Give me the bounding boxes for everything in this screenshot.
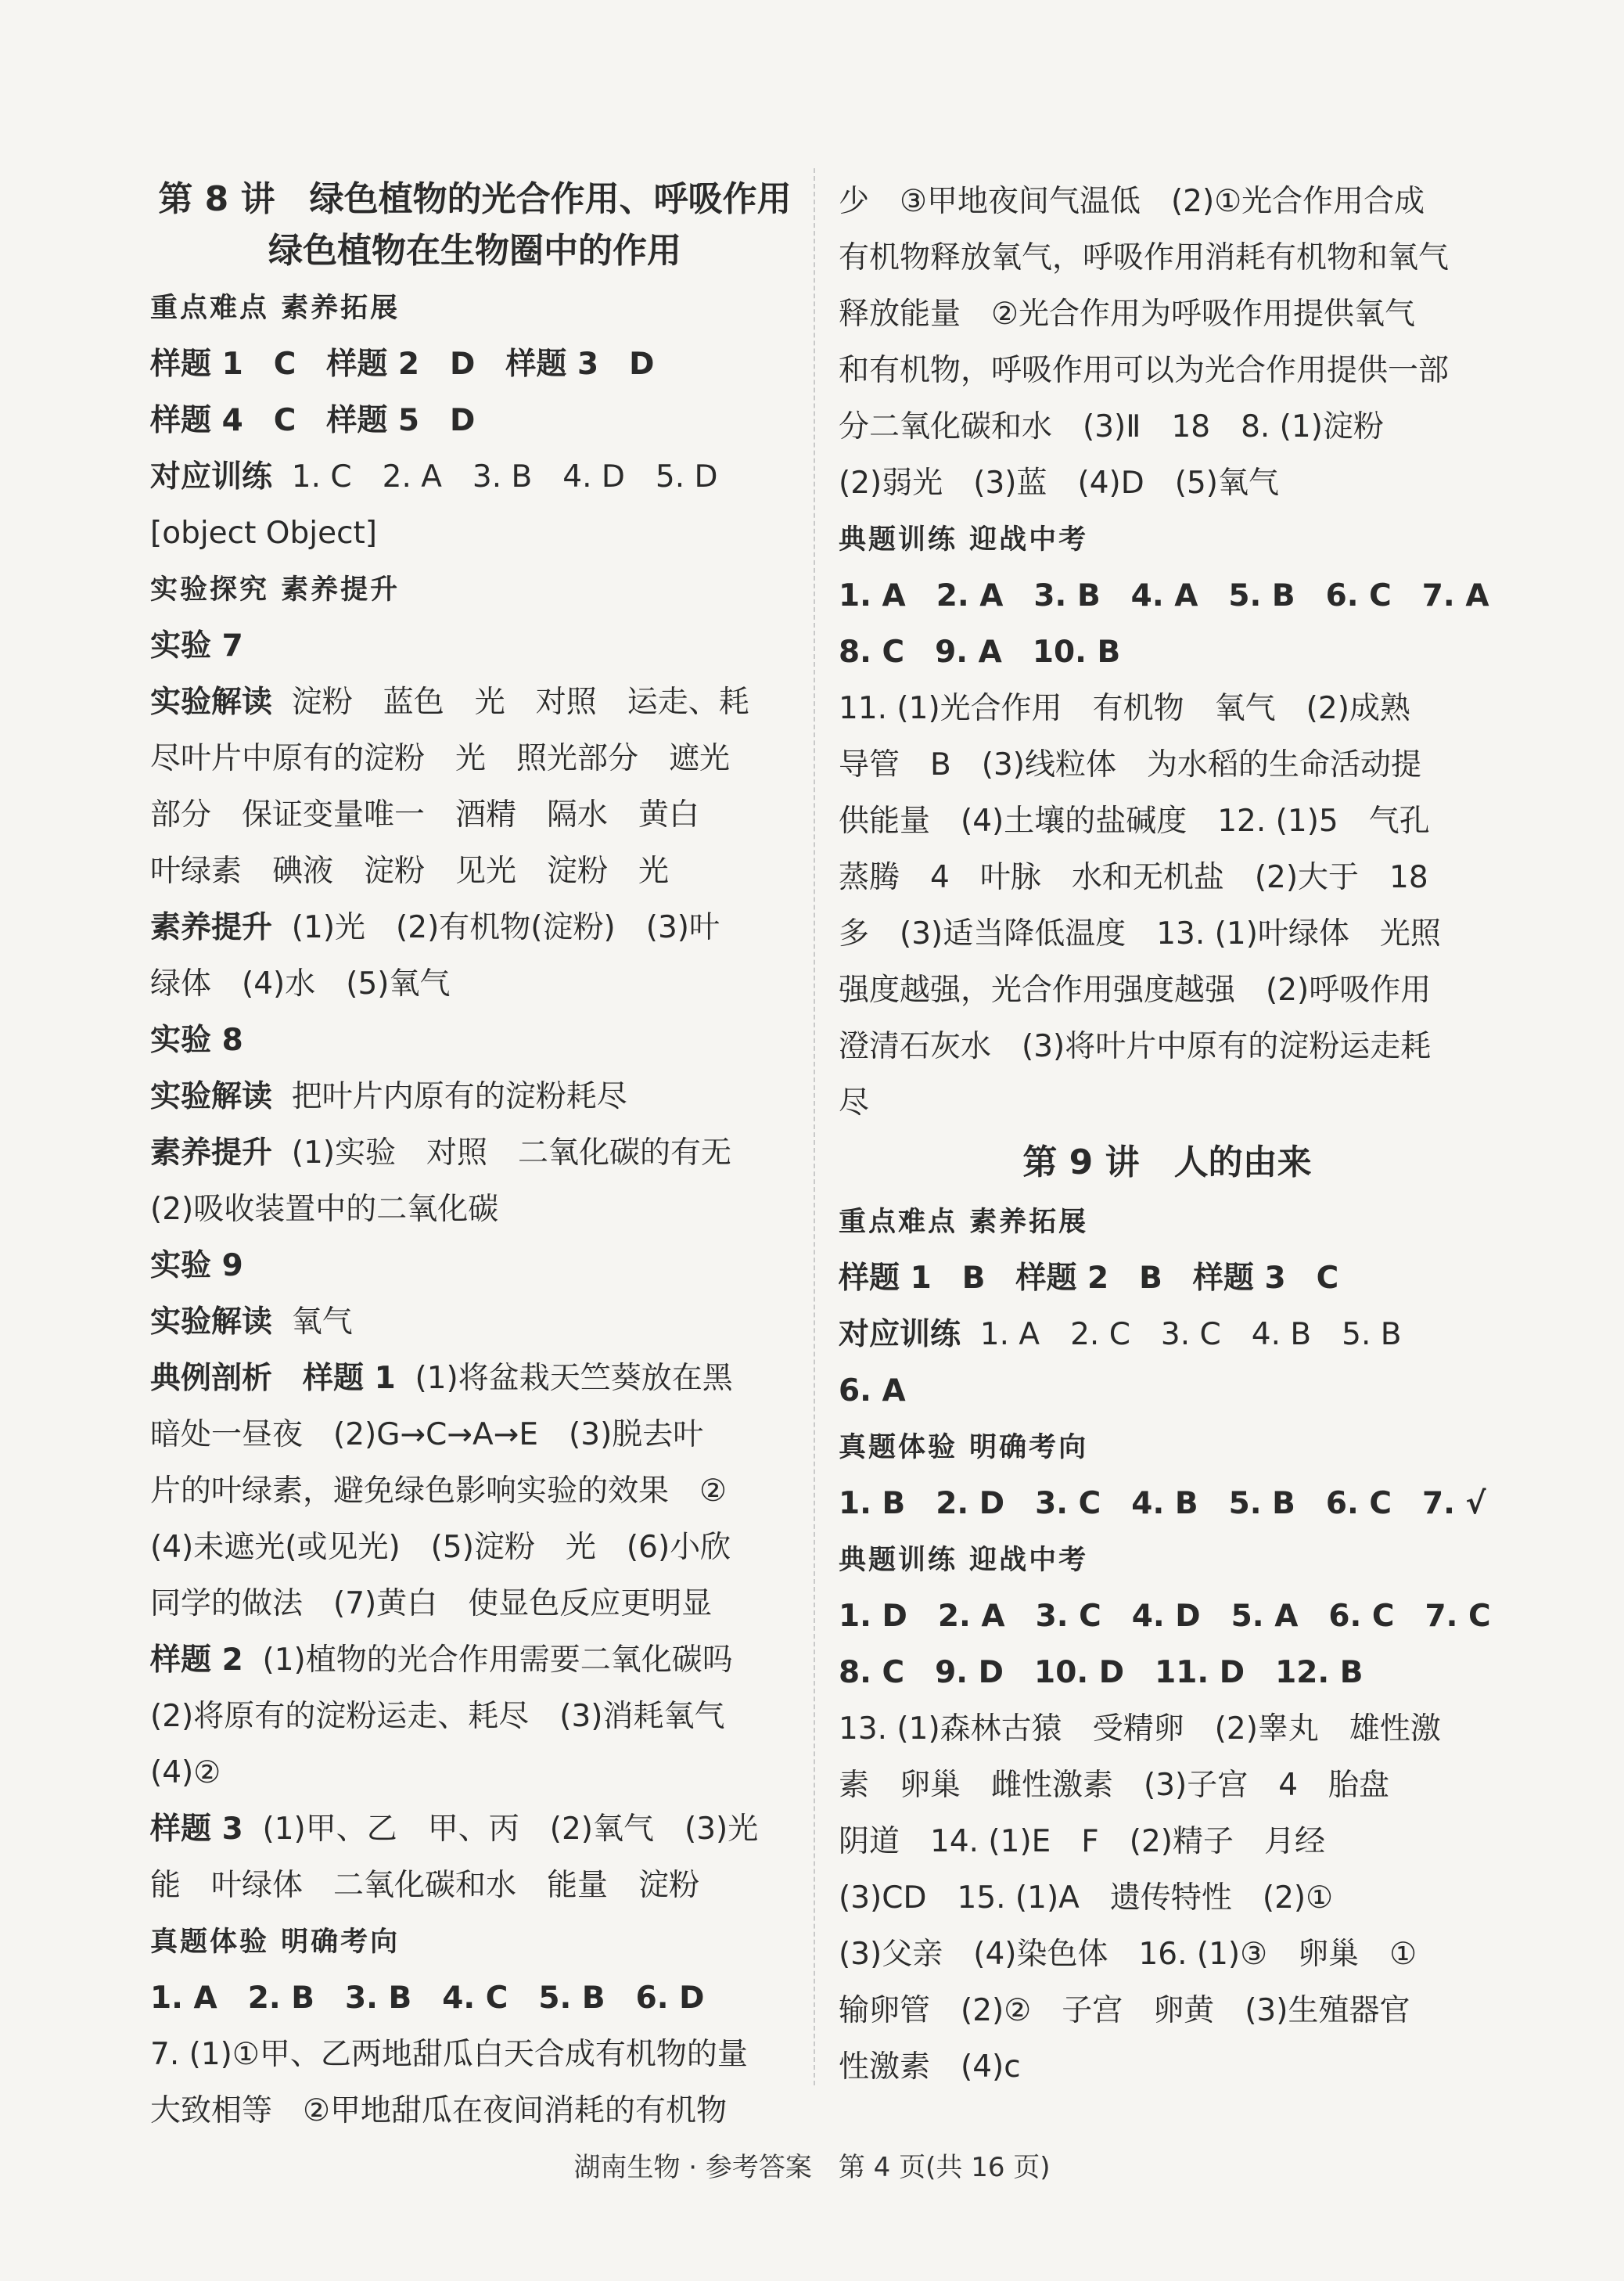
- answer-label: 样题 2: [150, 1642, 243, 1678]
- answer-label: 样题 3: [150, 1811, 243, 1847]
- page-footer: 湖南生物 · 参考答案 第 4 页(共 16 页): [573, 2152, 1051, 2183]
- answer-line: 蒸腾 4 叶脉 水和无机盐 (2)大于 18: [839, 860, 1428, 895]
- answer-line: [150, 1125, 799, 1182]
- answer-line: [150, 675, 799, 731]
- answer-line: (3)CD 15. (1)A 遗传特性 (2)①: [839, 1880, 1334, 1916]
- experiment-label: 实验 7: [150, 628, 243, 664]
- lecture-9-title: 第 9 讲 人的由来: [1022, 1142, 1312, 1182]
- answer-line: 素 卵巢 雌性激素 (3)子宫 4 胎盘: [839, 1768, 1390, 1803]
- answer-label: 素养提升: [150, 1135, 273, 1171]
- answer-line: 暗处一昼夜 (2)G→C→A→E (3)脱去叶: [150, 1417, 704, 1452]
- answer-line: 导管 B (3)线粒体 为水稻的生命活动提: [839, 747, 1421, 783]
- answer-line: 澄清石灰水 (3)将叶片中原有的淀粉运走耗: [839, 1029, 1432, 1064]
- answer-line: 输卵管 (2)② 子宫 卵黄 (3)生殖器官: [839, 1993, 1410, 2028]
- answer-text: (1)甲、乙 甲、丙 (2)氧气 (3)光: [243, 1811, 759, 1847]
- answer-line: 11. (1)光合作用 有机物 氧气 (2)成熟: [839, 691, 1410, 726]
- answer-text: (1)将盆栽天竺葵放在黑: [395, 1361, 733, 1396]
- answer-line: 多 (3)适当降低温度 13. (1)叶绿体 光照: [839, 916, 1441, 952]
- answer-label: 实验解读: [150, 1304, 273, 1340]
- answer-text: (1)光 (2)有机物(淀粉) (3)叶: [272, 910, 720, 945]
- section-heading: 真题体验 明确考向: [839, 1432, 1089, 1463]
- answer-line: 大致相等 ②甲地甜瓜在夜间消耗的有机物: [150, 2093, 727, 2128]
- answer-line: 1. A 2. A 3. B 4. A 5. B 6. C 7. A: [839, 578, 1489, 613]
- answer-text: 1. C 2. A 3. B 4. D 5. D: [272, 459, 718, 495]
- lecture-8-title-line2: 绿色植物在生物圈中的作用: [268, 231, 681, 271]
- answer-line: 分二氧化碳和水 (3)Ⅱ 18 8. (1)淀粉: [839, 409, 1384, 444]
- answer-line: 1. B 2. D 3. C 4. B 5. B 6. C 7. √: [839, 1486, 1486, 1521]
- answer-label: 实验解读: [150, 685, 273, 720]
- lecture-8-title-line1: 第 8 讲 绿色植物的光合作用、呼吸作用: [158, 179, 792, 219]
- section-heading: 典题训练 迎战中考: [839, 1545, 1089, 1576]
- answer-text: 1. A 2. C 3. C 4. B 5. B: [961, 1317, 1402, 1352]
- answer-label: 典例剖析 样题 1: [150, 1361, 396, 1396]
- answer-line: [150, 1069, 799, 1125]
- answer-line: [839, 1307, 1496, 1363]
- answer-line: 供能量 (4)土壤的盐碱度 12. (1)5 气孔: [839, 804, 1430, 839]
- answer-line: 尽叶片中原有的淀粉 光 照光部分 遮光: [150, 741, 731, 776]
- column-divider: [814, 168, 815, 2085]
- answer-line: 8. C 9. A 10. B: [839, 635, 1121, 670]
- section-heading: 重点难点 素养拓展: [839, 1207, 1089, 1238]
- answer-label: 实验解读: [150, 1079, 273, 1114]
- answer-line: [150, 900, 799, 956]
- answer-line: [object Object]: [150, 516, 378, 551]
- section-heading: 重点难点 素养拓展: [150, 293, 401, 324]
- answer-line: 强度越强，光合作用强度越强 (2)呼吸作用: [839, 973, 1432, 1008]
- right-column: [839, 174, 1496, 2096]
- answer-text: (1)植物的光合作用需要二氧化碳吗: [243, 1642, 733, 1678]
- answer-label: 对应训练: [839, 1317, 961, 1352]
- answer-text: 样题 4 C 样题 5 D: [150, 403, 476, 438]
- answer-line: 同学的做法 (7)黄白 使显色反应更明显: [150, 1586, 713, 1621]
- answer-text: 样题 1 C 样题 2 D 样题 3 D: [150, 347, 655, 382]
- answer-label: 对应训练: [150, 459, 273, 495]
- answer-line: (4)未遮光(或见光) (5)淀粉 光 (6)小欣: [150, 1530, 731, 1565]
- answer-line: 尽: [839, 1085, 870, 1121]
- answer-line: 6. A: [839, 1373, 906, 1409]
- answer-text: 氧气: [272, 1304, 353, 1340]
- experiment-label: 实验 8: [150, 1023, 243, 1058]
- answer-line: (4)②: [150, 1755, 221, 1790]
- answer-line: 1. D 2. A 3. C 4. D 5. A 6. C 7. C: [839, 1599, 1491, 1634]
- section-heading: 真题体验 明确考向: [150, 1927, 401, 1958]
- answer-text: 把叶片内原有的淀粉耗尽: [272, 1079, 627, 1114]
- answer-text: (1)实验 对照 二氧化碳的有无: [272, 1135, 732, 1171]
- answer-line: [150, 1351, 799, 1407]
- answer-line: [150, 393, 799, 449]
- answer-line: 片的叶绿素，避免绿色影响实验的效果 ②: [150, 1473, 727, 1509]
- answer-line: (2)将原有的淀粉运走、耗尽 (3)消耗氧气: [150, 1699, 725, 1734]
- answer-line: 有机物释放氧气，呼吸作用消耗有机物和氧气: [839, 240, 1450, 275]
- left-column: [150, 174, 799, 2139]
- experiment-label: 实验 9: [150, 1248, 243, 1283]
- answer-label: 素养提升: [150, 910, 273, 945]
- answer-line: [150, 449, 799, 505]
- answer-line: 叶绿素 碘液 淀粉 见光 淀粉 光: [150, 854, 670, 889]
- answer-line: 13. (1)森林古猿 受精卵 (2)睾丸 雄性激: [839, 1711, 1441, 1747]
- section-heading: 典题训练 迎战中考: [839, 524, 1089, 556]
- answer-line: [150, 1632, 799, 1689]
- answer-text: 淀粉 蓝色 光 对照 运走、耗: [272, 685, 749, 720]
- answer-line: (2)吸收装置中的二氧化碳: [150, 1192, 499, 1227]
- answer-line: 能 叶绿体 二氧化碳和水 能量 淀粉: [150, 1868, 700, 1903]
- answer-line: 少 ③甲地夜间气温低 (2)①光合作用合成: [839, 184, 1425, 219]
- answer-line: [150, 1801, 799, 1858]
- answer-line: 绿体 (4)水 (5)氧气: [150, 966, 451, 1002]
- answer-line: [150, 1294, 799, 1351]
- answer-line: 1. A 2. B 3. B 4. C 5. B 6. D: [150, 1981, 705, 2016]
- answer-line: (2)弱光 (3)蓝 (4)D (5)氧气: [839, 466, 1280, 501]
- answer-line: 部分 保证变量唯一 酒精 隔水 黄白: [150, 797, 700, 833]
- answer-line: 7. (1)①甲、乙两地甜瓜白天合成有机物的量: [150, 2037, 748, 2072]
- answer-line: 性激素 (4)c: [839, 2049, 1021, 2085]
- answer-line: 样题 1 B 样题 2 B 样题 3 C: [839, 1261, 1339, 1296]
- answer-line: [150, 336, 799, 393]
- answer-line: 8. C 9. D 10. D 11. D 12. B: [839, 1655, 1364, 1690]
- section-heading: 实验探究 素养提升: [150, 574, 401, 606]
- answer-line: 释放能量 ②光合作用为呼吸作用提供氧气: [839, 297, 1415, 332]
- answer-line: 阴道 14. (1)E F (2)精子 月经: [839, 1824, 1325, 1859]
- answer-line: 和有机物，呼吸作用可以为光合作用提供一部: [839, 353, 1450, 388]
- answer-line: (3)父亲 (4)染色体 16. (1)③ 卵巢 ①: [839, 1937, 1417, 1972]
